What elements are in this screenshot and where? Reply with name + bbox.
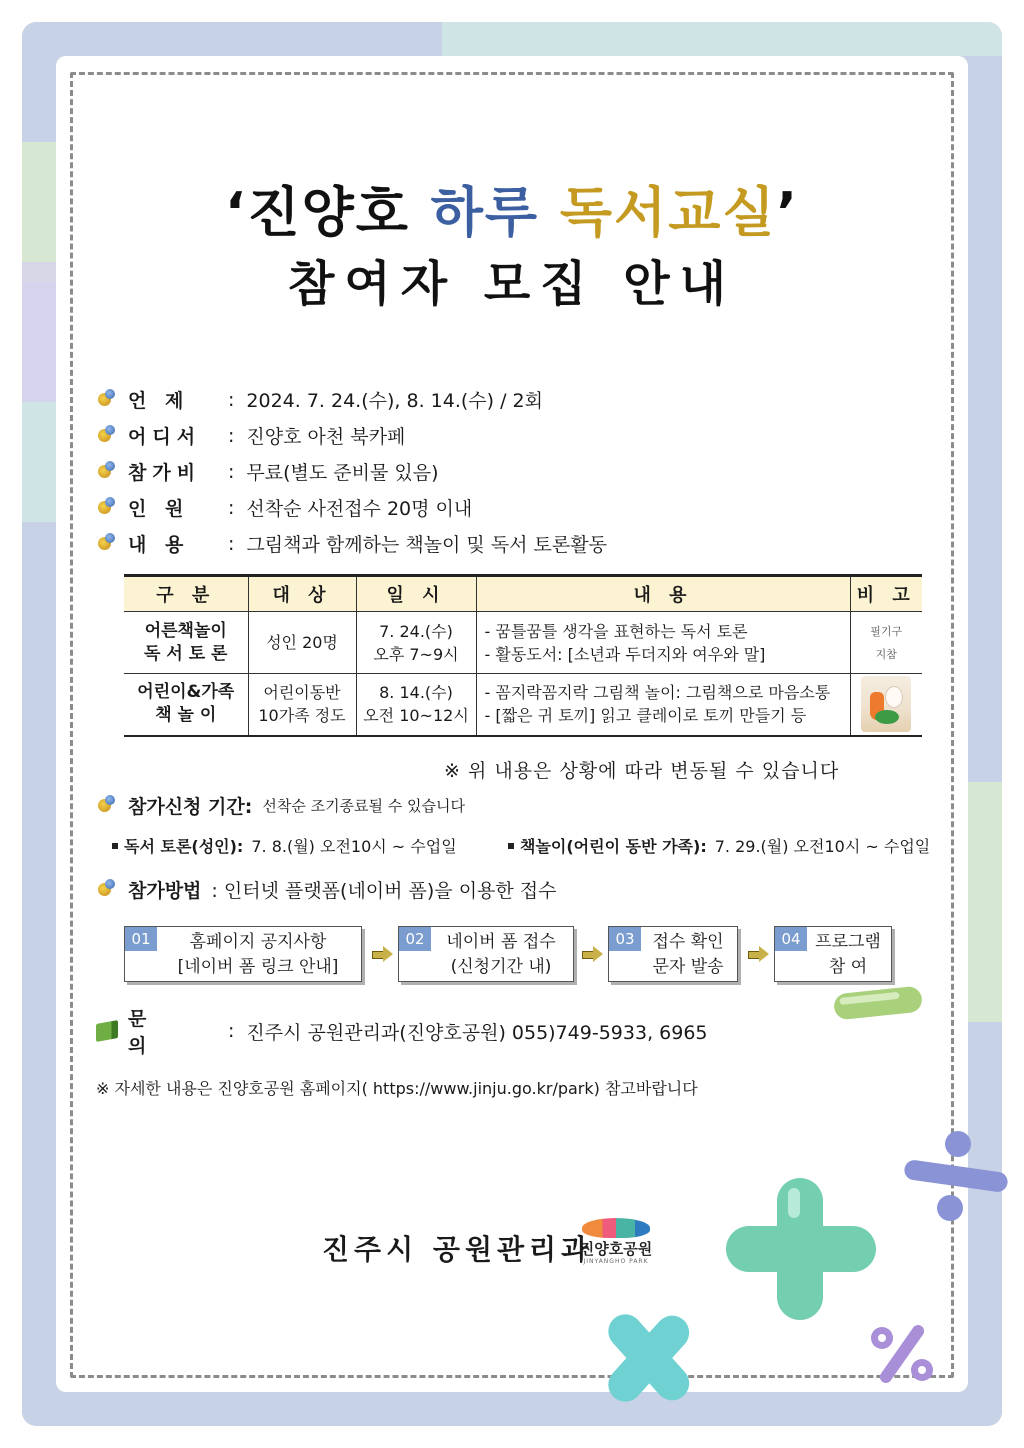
info-label: 참가비	[128, 462, 202, 484]
cell-note	[850, 674, 922, 736]
apply-period-row	[96, 792, 465, 819]
title-quote-close: ’	[776, 181, 800, 244]
clay-bunny-photo	[861, 676, 911, 732]
square-bullet-icon	[508, 843, 514, 849]
table-row	[124, 612, 922, 674]
info-label: 언 제	[128, 390, 190, 412]
column-header: 일 시	[356, 576, 476, 612]
cell-datetime: 7. 24.(수) 오후 7~9시	[356, 612, 476, 674]
gear-bullet-icon	[96, 389, 118, 411]
cell-category: 어른책놀이 독 서 토 론	[124, 612, 248, 674]
gear-bullet-icon	[96, 497, 118, 519]
column-header: 비 고	[850, 576, 922, 612]
column-header: 구 분	[124, 576, 248, 612]
square-bullet-icon	[112, 843, 118, 849]
table-header-row	[124, 576, 922, 612]
cell-datetime: 8. 14.(수) 오전 10~12시	[356, 674, 476, 736]
apply-item-adult: 독서 토론(성인): 7. 8.(월) 오전10시 ~ 수업일	[112, 834, 457, 857]
plus-shape-icon	[722, 1174, 880, 1324]
step-card: 03 접수 확인 문자 발송	[608, 926, 738, 982]
park-logo-mark	[582, 1218, 650, 1238]
gear-bullet-icon	[96, 795, 118, 817]
homepage-footnote: ※ 자세한 내용은 진양호공원 홈페이지( https://www.jinju.go.kr/park) 참고바랍니다	[96, 1079, 698, 1098]
park-logo-name: 진양호공원	[579, 1240, 653, 1258]
arrow-right-icon	[372, 946, 394, 962]
gear-bullet-icon	[96, 533, 118, 555]
info-row-when: 언 제 : 2024. 7. 24.(수), 8. 14.(수) / 2회	[96, 386, 543, 413]
apply-period-label: 참가신청 기간:	[128, 796, 253, 818]
info-value: 선착순 사전접수 20명 이내	[246, 498, 473, 520]
cell-category: 어린이&가족 책 놀 이	[124, 674, 248, 736]
table-row	[124, 674, 922, 736]
gear-bullet-icon	[96, 879, 118, 901]
info-row-capacity: 인 원 : 선착순 사전접수 20명 이내	[96, 494, 472, 521]
deco-band	[442, 22, 1002, 56]
percent-shape-icon	[866, 1322, 938, 1386]
cell-note: 필기구 지참	[850, 612, 922, 674]
info-value: 진양호 아천 북카페	[246, 426, 406, 448]
info-row-content: 내 용 : 그림책과 함께하는 책놀이 및 독서 토론활동	[96, 530, 607, 557]
gear-bullet-icon	[96, 461, 118, 483]
divide-shape-icon	[900, 1124, 1010, 1224]
park-logo-sub: JINYANGHO PARK	[583, 1258, 649, 1265]
contact-label: 문 의	[128, 1008, 177, 1057]
apply-period-note: 선착순 조기종료될 수 있습니다	[262, 797, 466, 815]
step-card: 04 프로그램 참 여	[774, 926, 892, 982]
apply-item-family: 책놀이(어린이 동반 가족): 7. 29.(월) 오전10시 ~ 수업일	[508, 834, 930, 857]
info-row-fee: 참가비 : 무료(별도 준비물 있음)	[96, 458, 439, 485]
book-icon	[96, 1020, 118, 1042]
minus-shape-icon	[826, 976, 926, 1026]
gear-bullet-icon	[96, 425, 118, 447]
info-value: 무료(별도 준비물 있음)	[246, 462, 439, 484]
title-part1: 진양호	[247, 181, 410, 244]
column-header: 내 용	[476, 576, 850, 612]
cell-target: 어린이동반 10가족 정도	[248, 674, 356, 736]
info-value: 2024. 7. 24.(수), 8. 14.(수) / 2회	[246, 390, 543, 412]
info-value: 그림책과 함께하는 책놀이 및 독서 토론활동	[246, 534, 607, 556]
contact-value: 진주시 공원관리과(진양호공원) 055)749-5933, 6965	[246, 1021, 708, 1044]
column-header: 대 상	[248, 576, 356, 612]
apply-method-value: : 인터넷 플랫폼(네이버 폼)을 이용한 접수	[211, 880, 557, 902]
change-remark: ※ 위 내용은 상황에 따라 변동될 수 있습니다	[444, 760, 840, 782]
info-label: 어디서	[128, 426, 202, 448]
info-row-where: 어디서 : 진양호 아천 북카페	[96, 422, 405, 449]
park-logo	[576, 1218, 656, 1268]
deco-band	[968, 782, 1002, 1022]
apply-method-label: 참가방법	[128, 880, 202, 902]
step-card: 02 네이버 폼 접수 (신청기간 내)	[398, 926, 574, 982]
info-label: 내 용	[128, 534, 190, 556]
title-part2: 하루	[430, 181, 540, 244]
title-part3: 독서교실	[559, 181, 777, 244]
info-label: 인 원	[128, 498, 190, 520]
page-subtitle: 참여자 모집 안내	[288, 256, 736, 312]
cell-content: - 꼼지락꼼지락 그림책 놀이: 그림책으로 마음소통 - [짧은 귀 토끼] 읽고 클레이로 토끼 만들기 등	[476, 674, 850, 736]
arrow-right-icon	[748, 946, 770, 962]
arrow-right-icon	[582, 946, 604, 962]
apply-method-row	[96, 876, 557, 903]
step-card: 01 홈페이지 공지사항 [네이버 폼 링크 안내]	[124, 926, 362, 982]
cell-target: 성인 20명	[248, 612, 356, 674]
cell-content: - 꿈틀꿈틀 생각을 표현하는 독서 토론 - 활동도서: [소년과 두더지와 여우와 말]	[476, 612, 850, 674]
deco-band	[22, 402, 56, 522]
contact-row: 문 의 : 진주시 공원관리과(진양호공원) 055)749-5933, 6965	[96, 1004, 708, 1058]
multiply-shape-icon	[596, 1310, 700, 1406]
title-quote-open: ‘	[224, 181, 248, 244]
page-title	[0, 170, 1024, 247]
organization-name: 진주시 공원관리과	[322, 1233, 594, 1266]
schedule-table	[124, 574, 922, 737]
